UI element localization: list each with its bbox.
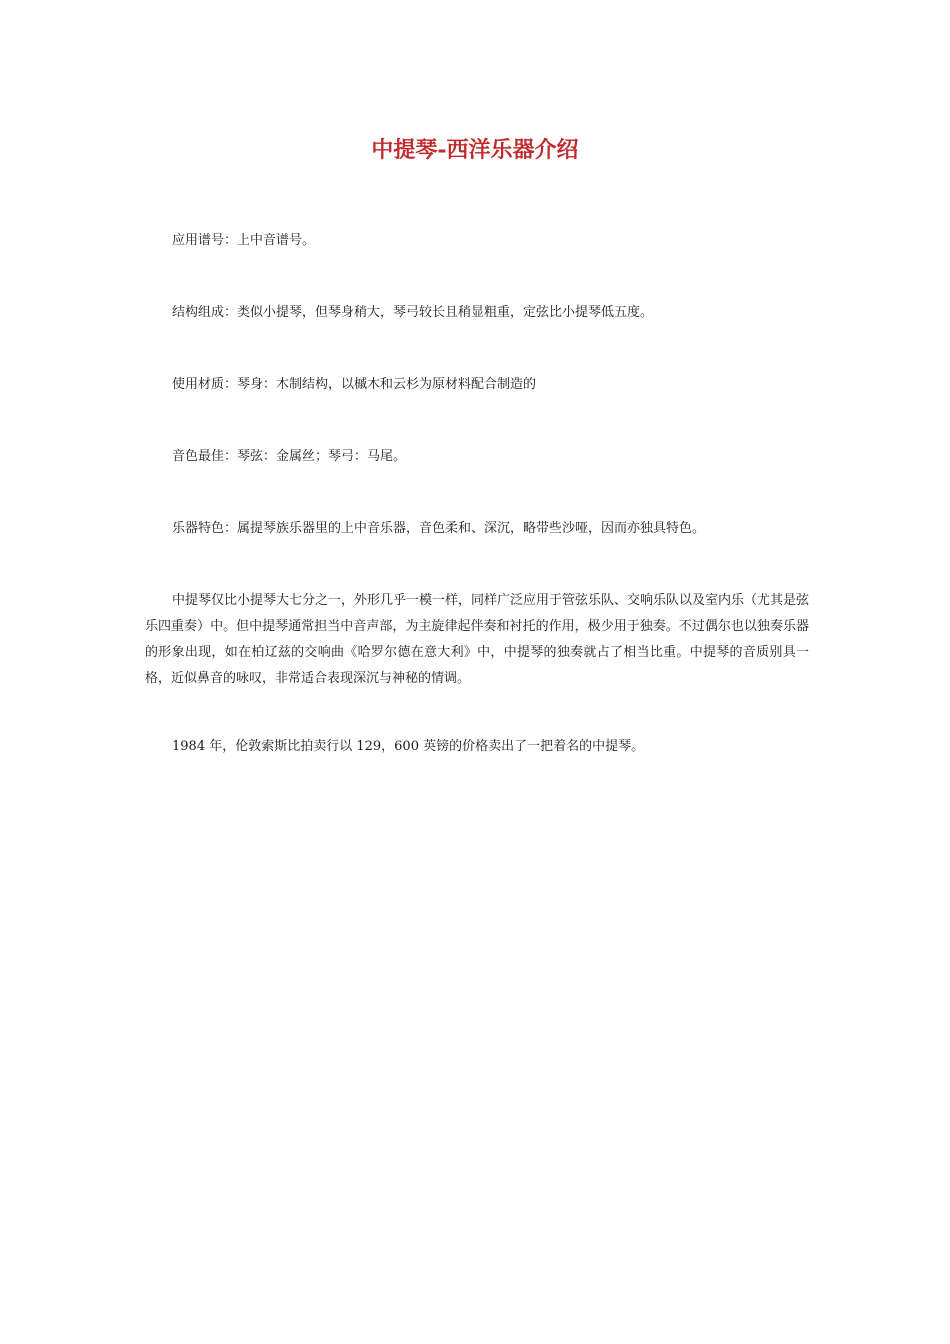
field-features: 乐器特色：属提琴族乐器里的上中音乐器，音色柔和、深沉，略带些沙哑，因而亦独具特色。 <box>172 521 706 536</box>
field-structure: 结构组成：类似小提琴，但琴身稍大，琴弓较长且稍显粗重，定弦比小提琴低五度。 <box>172 305 654 320</box>
page-title: 中提琴-西洋乐器介绍 <box>371 137 579 163</box>
field-tone: 音色最佳：琴弦：金属丝；琴弓：马尾。 <box>172 449 407 464</box>
body-paragraph: 中提琴仅比小提琴大七分之一，外形几乎一模一样，同样广泛应用于管弦乐队、交响乐队以及室内乐（尤其是弦乐四重奏）中。但中提琴通常担当中音声部，为主旋律起伴奏和衬托的作用，极少用于独奏。不过偶尔也以独奏乐器的形象出现，如在柏辽兹的交响曲《哈罗尔德在意大利》中，中提琴的独奏就占了相当比重。中提琴的音质别具一格，近似鼻音的咏叹，非常适合表现深沉与神秘的情调。 <box>145 593 810 686</box>
field-clef: 应用谱号：上中音谱号。 <box>172 233 316 248</box>
closing-paragraph: 1984 年，伦敦索斯比拍卖行以 129，600 英镑的价格卖出了一把着名的中提琴。 <box>172 739 645 754</box>
field-material: 使用材质：琴身：木制结构，以槭木和云杉为原材料配合制造的 <box>172 377 537 392</box>
